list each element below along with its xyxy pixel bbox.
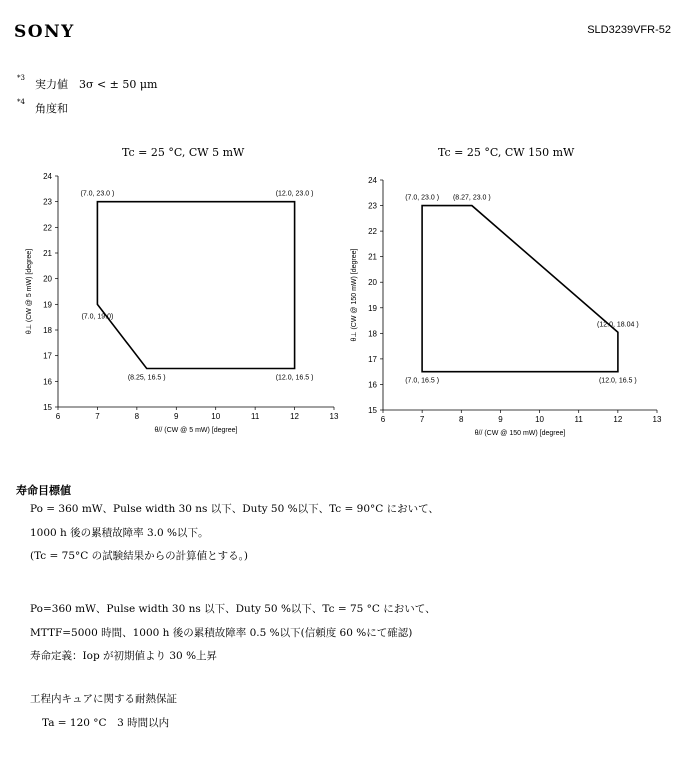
x-axis-label: θ// (CW @ 150 mW) [degree] <box>474 430 566 437</box>
y-tick-label: 15 <box>43 403 52 412</box>
x-tick-label: 12 <box>290 412 300 421</box>
lifetime-line-1: Po = 360 mW、Pulse width 30 ns 以下、Duty 50 %以下、Tc = 90°C において、 <box>30 503 439 515</box>
lifetime-line-4: Po=360 mW、Pulse width 30 ns 以下、Duty 50 %以下、Tc = 75 °C において、 <box>30 603 436 615</box>
x-tick-label: 7 <box>419 415 425 424</box>
x-axis-label: θ// (CW @ 5 mW) [degree] <box>154 427 238 434</box>
note-3-mark: *3 <box>17 74 25 82</box>
y-tick-label: 19 <box>368 303 377 313</box>
sony-logo: SONY <box>14 22 75 42</box>
vertex-label: (7.0, 16.5 ) <box>405 377 440 385</box>
x-tick-label: 8 <box>134 412 140 421</box>
x-tick-label: 9 <box>174 412 179 421</box>
x-tick-label: 11 <box>574 415 583 424</box>
x-tick-label: 13 <box>652 415 662 424</box>
vertex-label: (8.27, 23.0 ) <box>452 194 491 202</box>
spec-region-outline <box>97 202 294 369</box>
x-tick-label: 10 <box>535 415 545 424</box>
y-tick-label: 18 <box>43 326 52 335</box>
vertex-label: (12.0, 16.5 ) <box>275 374 314 382</box>
x-tick-label: 8 <box>459 415 464 424</box>
vertex-label: (7.0, 19.0) <box>81 313 114 321</box>
x-tick-label: 6 <box>380 415 386 424</box>
note-3-text: 実力値 3σ < ± 50 μm <box>34 78 158 91</box>
y-tick-label: 24 <box>368 176 377 185</box>
x-tick-label: 6 <box>55 412 61 421</box>
lifetime-title: 寿命目標値 <box>16 484 71 497</box>
y-tick-label: 21 <box>43 249 52 258</box>
x-tick-label: 10 <box>211 412 221 421</box>
vertex-label: (7.0, 23.0 ) <box>80 190 115 198</box>
x-tick-label: 12 <box>613 415 623 424</box>
y-tick-label: 22 <box>368 227 377 237</box>
y-tick-label: 17 <box>43 351 52 361</box>
document-id: SLD3239VFR-52 <box>587 24 671 36</box>
lifetime-line-6: 寿命定義：Iop が初期値より 30 %上昇 <box>30 650 218 662</box>
vertex-label: (8.25, 16.5 ) <box>127 374 166 382</box>
y-tick-label: 21 <box>368 252 377 262</box>
y-tick-label: 23 <box>43 197 52 207</box>
lifetime-line-3: (Tc = 75°C の試験結果からの計算値とする。) <box>30 550 248 562</box>
y-tick-label: 15 <box>368 406 377 415</box>
vertex-label: (12.0, 23.0 ) <box>275 190 314 198</box>
y-tick-label: 19 <box>43 300 52 310</box>
y-tick-label: 20 <box>43 274 52 284</box>
vertex-label: (7.0, 23.0 ) <box>405 194 440 202</box>
note-4-text: 角度和 <box>34 102 68 115</box>
x-tick-label: 7 <box>95 412 100 421</box>
y-axis-label: θ⊥ (CW @ 150 mW) [degree] <box>351 248 358 342</box>
y-tick-label: 16 <box>368 380 377 390</box>
y-tick-label: 17 <box>368 354 377 364</box>
lifetime-line-7: 工程内キュアに関する耐熱保証 <box>30 693 177 705</box>
note-4-mark: *4 <box>17 98 25 106</box>
vertex-label: (12.0, 16.5 ) <box>598 377 637 385</box>
x-tick-label: 13 <box>329 412 339 421</box>
y-tick-label: 18 <box>368 329 377 339</box>
lifetime-line-5: MTTF=5000 時間、1000 h 後の累積故障率 0.5 %以下(信頼度 60 %にて確認) <box>30 627 413 639</box>
chart2-title: Tc = 25 °C, CW 150 mW <box>438 146 575 159</box>
chart1-title: Tc = 25 °C, CW 5 mW <box>122 146 245 159</box>
y-axis-label: θ⊥ (CW @ 5 mW) [degree] <box>26 248 33 335</box>
vertex-label: (12.0, 18.04 ) <box>597 321 639 329</box>
lifetime-line-2: 1000 h 後の累積故障率 3.0 %以下。 <box>30 527 209 539</box>
y-tick-label: 20 <box>368 278 377 288</box>
y-tick-label: 16 <box>43 377 52 387</box>
x-tick-label: 9 <box>498 415 503 424</box>
y-tick-label: 22 <box>43 223 52 233</box>
lifetime-line-8: Ta = 120 °C 3 時間以内 <box>42 717 170 729</box>
x-tick-label: 11 <box>250 412 260 421</box>
y-tick-label: 24 <box>43 172 52 181</box>
y-tick-label: 23 <box>368 201 377 211</box>
